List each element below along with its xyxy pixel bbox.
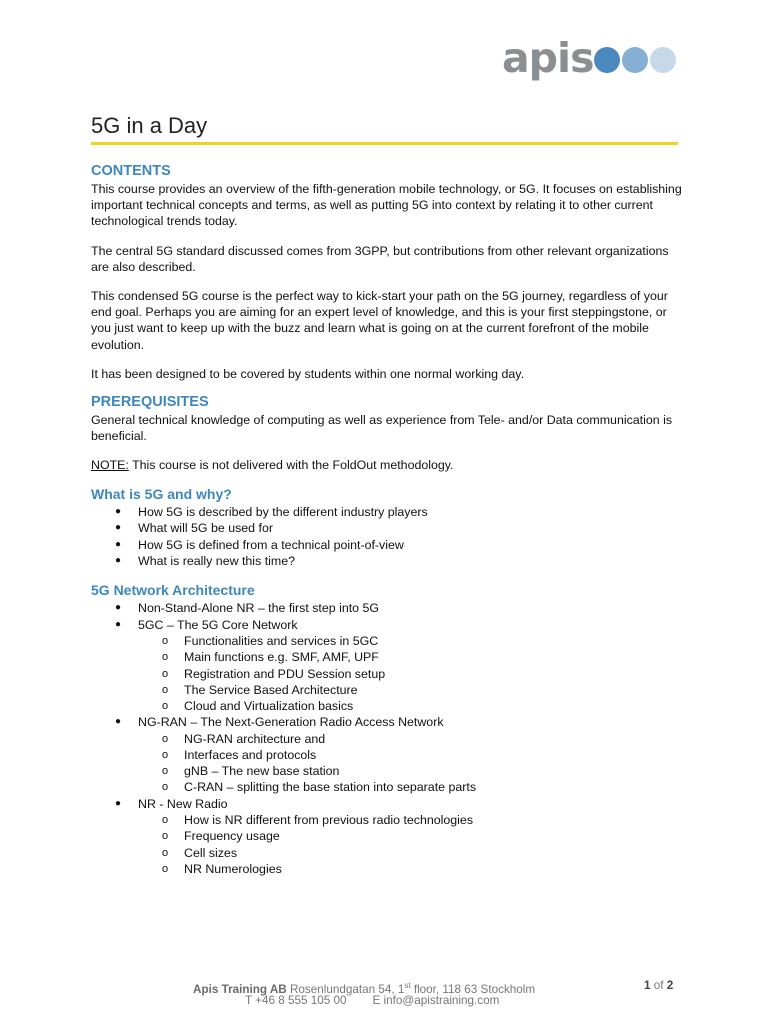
- list-item-text: NR Numerologies: [184, 861, 282, 876]
- list-item-text: NR - New Radio: [138, 796, 228, 811]
- sub-list-item: [138, 649, 683, 665]
- footer-company: Apis Training AB: [193, 983, 287, 996]
- list-item: [91, 600, 683, 617]
- bullet-icon: o: [162, 846, 169, 859]
- list-item: [91, 537, 683, 554]
- sub-list: [138, 731, 683, 796]
- document-title: 5G in a Day: [91, 113, 208, 138]
- logo-dot: [594, 47, 620, 73]
- list-item-text: How is NR different from previous radio technologies: [184, 813, 474, 828]
- list-item-text: Cloud and Virtualization basics: [184, 699, 354, 714]
- footer-address-part: Rosenlundgatan 54, 1: [286, 983, 405, 996]
- bullet-icon: o: [162, 862, 169, 875]
- bullet-icon: o: [162, 830, 169, 843]
- list-item-text: Registration and PDU Session setup: [184, 666, 386, 681]
- note-paragraph: [91, 457, 683, 473]
- footer-address-part: floor, 118 63 Stockholm: [410, 983, 536, 996]
- list-item: [91, 553, 683, 570]
- bullet-icon: ●: [115, 538, 122, 550]
- list-item-text: Cell sizes: [184, 845, 238, 860]
- list-item-text: Functionalities and services in 5GC: [184, 634, 379, 649]
- bullet-icon: ●: [115, 602, 122, 614]
- sub-list: [138, 812, 683, 877]
- list-item-text: How 5G is defined from a technical point-of-view: [138, 537, 404, 552]
- bullet-icon: ●: [115, 797, 122, 809]
- contents-paragraph-2: The central 5G standard discussed comes from 3GPP, but contributions from other relevant organizations are also described.: [91, 243, 669, 274]
- list-item-text: What will 5G be used for: [138, 521, 273, 536]
- prerequisites-text: General technical knowledge of computing as well as experience from Tele- and/or Data communication is beneficial.: [91, 413, 673, 444]
- sub-list-item: [138, 845, 683, 861]
- sub-list-item: [138, 763, 683, 779]
- bullet-icon: ●: [115, 555, 122, 567]
- sub-list-item: [138, 633, 683, 649]
- bullet-icon: o: [162, 814, 169, 827]
- sub-list-item: [138, 779, 683, 795]
- note-text: This course is not delivered with the FoldOut methodology.: [128, 458, 454, 473]
- page-total: 2: [666, 979, 674, 992]
- list-item-text: What is really new this time?: [138, 554, 296, 569]
- bullet-icon: ●: [115, 618, 122, 630]
- sub-list-item: [138, 698, 683, 714]
- contents-paragraph-3: This condensed 5G course is the perfect way to kick-start your path on the 5G journey, regardless of your end goal. Perhaps you are aiming for an expert level of knowledge, and this is your first steppingstone, or you just want to keep up with the buzz and learn what is going on at the current forefront of the mobile evolution.: [91, 289, 668, 352]
- page-number: [644, 978, 673, 993]
- title-divider: [91, 142, 678, 145]
- apis-logo: [502, 34, 678, 82]
- list-item-text: Main functions e.g. SMF, AMF, UPF: [184, 650, 379, 665]
- footer-phone: T +46 8 555 105 00: [245, 994, 347, 1007]
- logo-dots: [594, 47, 678, 73]
- architecture-heading: 5G Network Architecture: [91, 582, 255, 599]
- footer-contact-line: [245, 993, 499, 1008]
- document-body: [91, 161, 683, 877]
- list-item-text: Frequency usage: [184, 829, 280, 844]
- contents-paragraph-1: This course provides an overview of the fifth-generation mobile technology, or 5G. It focuses on establishing important technical concepts and terms, as well as putting 5G into context by relating it to other current technological trends today.: [91, 182, 682, 229]
- sub-list-item: [138, 747, 683, 763]
- bullet-icon: o: [162, 667, 169, 680]
- list-item: [91, 714, 683, 795]
- sub-list-item: [138, 812, 683, 828]
- bullet-icon: o: [162, 651, 169, 664]
- bullet-icon: o: [162, 635, 169, 648]
- sub-list-item: [138, 828, 683, 844]
- contents-heading: CONTENTS: [91, 163, 171, 179]
- bullet-icon: o: [162, 700, 169, 713]
- bullet-icon: o: [162, 749, 169, 762]
- page-current: 1: [644, 979, 651, 992]
- logo-wordmark: apis: [502, 34, 594, 82]
- list-item-text: The Service Based Architecture: [184, 682, 358, 697]
- footer-email: E info@apistraining.com: [372, 994, 500, 1007]
- sub-list-item: [138, 861, 683, 877]
- sub-list-item: [138, 682, 683, 698]
- architecture-list: [91, 600, 683, 877]
- list-item-text: Non-Stand-Alone NR – the first step into 5G: [138, 601, 380, 616]
- page-of: of: [650, 979, 667, 992]
- bullet-icon: o: [162, 683, 169, 696]
- what-is-5g-list: [91, 504, 683, 570]
- note-label: NOTE:: [91, 458, 129, 473]
- sub-list-item: [138, 731, 683, 747]
- logo-dot: [622, 47, 648, 73]
- bullet-icon: o: [162, 765, 169, 778]
- list-item-text: 5GC – The 5G Core Network: [138, 617, 298, 632]
- list-item-text: gNB – The new base station: [184, 764, 340, 779]
- list-item-text: Interfaces and protocols: [184, 748, 317, 763]
- sub-list-item: [138, 666, 683, 682]
- footer-address-sup: st: [404, 981, 411, 990]
- contents-paragraph-4: It has been designed to be covered by students within one normal working day.: [91, 366, 525, 381]
- bullet-icon: o: [162, 732, 169, 745]
- list-item-text: NG-RAN architecture and: [184, 731, 326, 746]
- list-item: [91, 796, 683, 877]
- logo-dot: [650, 47, 676, 73]
- bullet-icon: ●: [115, 522, 122, 534]
- prerequisites-heading: PREREQUISITES: [91, 394, 209, 411]
- list-item: [91, 617, 683, 715]
- list-item: [91, 520, 683, 537]
- bullet-icon: o: [162, 781, 169, 794]
- what-is-5g-heading: What is 5G and why?: [91, 485, 232, 502]
- list-item-text: NG-RAN – The Next-Generation Radio Access Network: [138, 715, 444, 730]
- list-item-text: C-RAN – splitting the base station into separate parts: [184, 780, 477, 795]
- bullet-icon: ●: [115, 716, 122, 728]
- sub-list: [138, 633, 683, 714]
- list-item: [91, 504, 683, 521]
- list-item-text: How 5G is described by the different industry players: [138, 504, 428, 519]
- bullet-icon: ●: [115, 505, 122, 517]
